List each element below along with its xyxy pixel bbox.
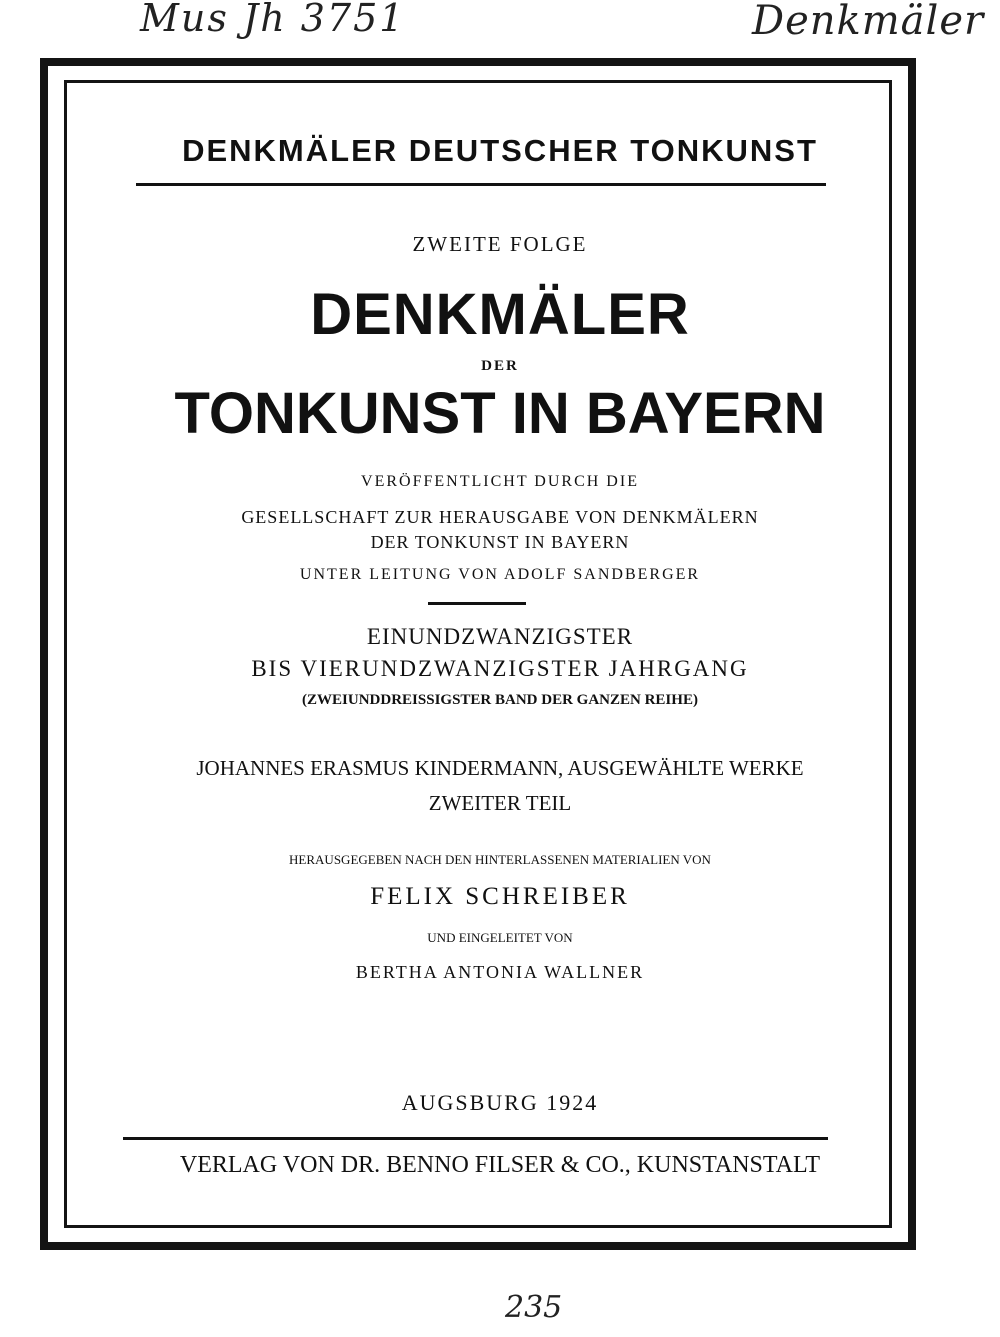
imprint-place-year: AUGSBURG 1924	[401, 1090, 599, 1115]
work-part: ZWEITER TEIL	[428, 791, 572, 815]
imprint-rule	[123, 1137, 828, 1140]
volume-line1: EINUNDZWANZIGSTER	[366, 624, 634, 649]
introduced-by: UND EINGELEITET VON	[427, 930, 573, 945]
publisher-line: VERLAG VON DR. BENNO FILSER & CO., KUNSTANSTALT	[179, 1152, 821, 1178]
series-title: DENKMÄLER DEUTSCHER TONKUNST	[182, 133, 818, 168]
editor-name: FELIX SCHREIBER	[370, 883, 630, 910]
society-line1: GESELLSCHAFT ZUR HERAUSGABE VON DENKMÄLERN	[241, 507, 759, 527]
editorial-direction: UNTER LEITUNG VON ADOLF SANDBERGER	[299, 566, 701, 583]
introducer-name: BERTHA ANTONIA WALLNER	[355, 962, 645, 982]
series-number: ZWEITE FOLGE	[412, 232, 588, 256]
main-title-line1: DENKMÄLER	[310, 282, 690, 347]
series-title-rule	[136, 183, 826, 186]
published-by: VERÖFFENTLICHT DURCH DIE	[361, 473, 639, 490]
edited-from: HERAUSGEGEBEN NACH DEN HINTERLASSENEN MATERIALIEN VON	[289, 852, 711, 867]
handwritten-shelfmark: Mus Jh 3751	[140, 0, 406, 40]
main-title-connector: DER	[481, 358, 519, 374]
handwritten-page-number: 235	[505, 1290, 563, 1325]
work-title: JOHANNES ERASMUS KINDERMANN, AUSGEWÄHLTE WERKE	[196, 756, 804, 780]
volume-note: (ZWEIUNDDREISSIGSTER BAND DER GANZEN REIHE)	[302, 692, 698, 708]
main-title-line2: TONKUNST IN BAYERN	[174, 381, 826, 446]
handwritten-note: Denkmäler	[752, 0, 985, 44]
section-divider	[428, 602, 526, 605]
society-line2: DER TONKUNST IN BAYERN	[370, 532, 630, 552]
volume-line2: BIS VIERUNDZWANZIGSTER JAHRGANG	[251, 656, 749, 681]
